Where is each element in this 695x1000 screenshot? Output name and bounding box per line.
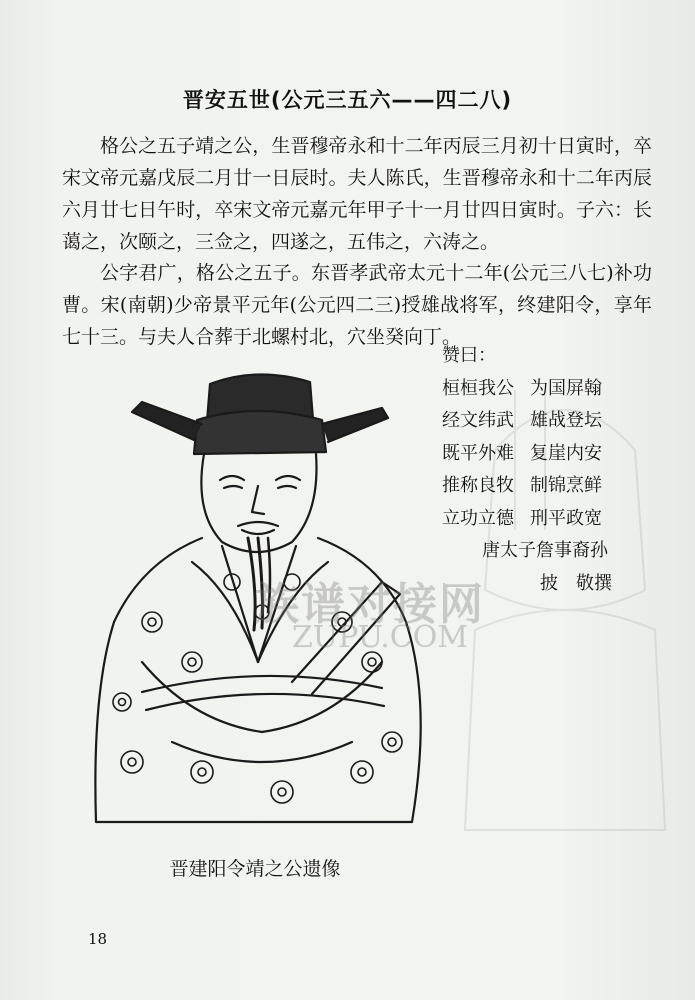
portrait-caption: 晋建阳令靖之公遗像: [169, 858, 341, 880]
eulogy-phrase: 立功立德: [442, 507, 514, 529]
eulogy-block: [442, 340, 672, 600]
watermark-url: ZUPU.COM: [291, 620, 469, 655]
eulogy-phrase: 经文纬武: [442, 410, 514, 431]
watermark-text: 族谱对接网: [255, 579, 485, 630]
eulogy-line: [442, 405, 672, 438]
eulogy-line: [442, 503, 672, 536]
eulogy-line: [442, 438, 672, 471]
eulogy-phrase: 刑平政宽: [530, 507, 602, 529]
eulogy-phrase: 推称良牧: [442, 475, 514, 496]
eulogy-phrase: 既平外难: [442, 442, 514, 464]
eulogy-phrase: 雄战登坛: [530, 410, 602, 431]
eulogy-line: [442, 470, 672, 503]
section-title: 晋安五世(公元三五六——四二八): [182, 88, 513, 112]
page-number: 18: [88, 930, 108, 948]
biography-paragraph-2: [62, 257, 652, 353]
eulogy-author: 披 敬撰: [540, 572, 612, 594]
eulogy-line: [442, 373, 672, 406]
eulogy-phrase: 制锦烹鲜: [530, 475, 602, 496]
eulogy-phrase: 复崖内安: [530, 442, 602, 464]
eulogy-phrase: 桓桓我公: [442, 377, 514, 399]
eulogy-signature: 唐太子詹事裔孙: [482, 540, 608, 561]
eulogy-phrase: 为国屏翰: [530, 377, 602, 399]
biography-paragraph-1: [62, 130, 652, 258]
paragraph-text: 公字君广，格公之五子。东晋孝武帝太元十二年(公元三八七)补功曹。宋(南朝)少帝景平元年(公元四二三)授雄战将军，终建阳令，享年七十三。与夫人合葬于北螺村北，穴坐癸向丁。: [62, 262, 652, 348]
eulogy-heading: 赞曰：: [442, 345, 496, 366]
paragraph-text: 格公之五子靖之公，生晋穆帝永和十二年丙辰三月初十日寅时，卒宋文帝元嘉戊辰二月廿一日辰时。夫人陈氏，生晋穆帝永和十二年丙辰六月廿七日午时，卒宋文帝元嘉元年甲子十一月廿四日寅时。子六：长蔼之，次颐之，三佥之，四遂之，五伟之，六涛之。: [62, 135, 652, 253]
